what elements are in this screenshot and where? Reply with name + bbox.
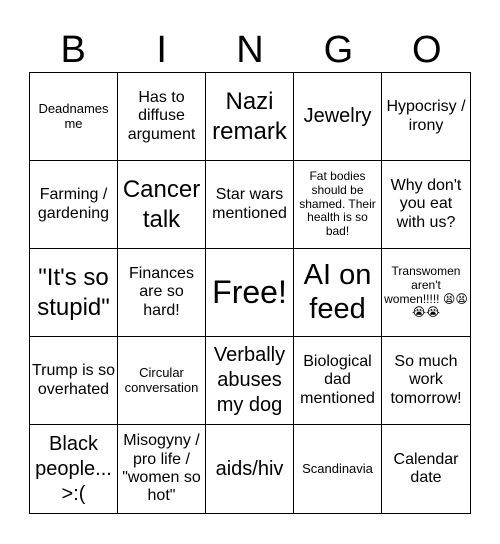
bingo-cell-r4-c2[interactable]: Circular conversation bbox=[118, 337, 206, 425]
bingo-cell-r5-c5[interactable]: Calendar date bbox=[393, 450, 459, 486]
bingo-cell-free[interactable]: Free! bbox=[206, 249, 294, 337]
bingo-cell-r5-c4[interactable]: Scandinavia bbox=[294, 425, 382, 513]
bingo-cell-r4-c3[interactable]: Verbally abuses my dog bbox=[206, 337, 294, 425]
bingo-cell-r2-c1[interactable]: Farming / gardening bbox=[30, 161, 118, 249]
bingo-cell-r1-c3[interactable]: Nazi remark bbox=[206, 73, 294, 161]
bingo-cell-r3-c2[interactable]: Finances are so hard! bbox=[118, 249, 206, 337]
header-letter-i: I bbox=[156, 29, 167, 71]
bingo-cell-r2-c2[interactable]: Cancer talk bbox=[118, 161, 206, 249]
bingo-cell-r1-c1[interactable]: Deadnames me bbox=[30, 73, 118, 161]
bingo-cell-r4-c1[interactable]: Trump is so overhated bbox=[30, 337, 118, 425]
header-letter-n: N bbox=[236, 29, 264, 71]
bingo-cell-r3-c5[interactable]: Transwomen aren't women!!!!! 😫😫😭😭 bbox=[382, 249, 470, 337]
bingo-cell-r2-c3[interactable]: Star wars mentioned bbox=[206, 161, 294, 249]
header-letter-o: O bbox=[412, 29, 442, 71]
header-letter-b: B bbox=[60, 29, 86, 71]
bingo-cell-r5-c2[interactable]: Misogyny / pro life / "women so hot" bbox=[118, 425, 206, 513]
bingo-cell-r2-c5[interactable]: Why don't you eat with us? bbox=[382, 161, 470, 249]
bingo-grid bbox=[29, 72, 471, 514]
bingo-cell-r4-c5[interactable]: So much work tomorrow! bbox=[382, 337, 470, 425]
header-letter-g: G bbox=[323, 29, 354, 71]
bingo-cell-r1-c2[interactable]: Has to diffuse argument bbox=[118, 73, 206, 161]
bingo-cell-r3-c4[interactable]: AI on feed bbox=[294, 249, 382, 337]
bingo-cell-r1-c4[interactable]: Jewelry bbox=[294, 73, 382, 161]
bingo-cell-r4-c4[interactable]: Biological dad mentioned bbox=[294, 337, 382, 425]
bingo-cell-r2-c4[interactable]: Fat bodies should be shamed. Their health is so bad! bbox=[294, 161, 382, 249]
bingo-cell-r1-c5[interactable]: Hypocrisy / irony bbox=[382, 73, 470, 161]
bingo-cell-r3-c1[interactable]: "It's so stupid" bbox=[30, 249, 118, 337]
bingo-cell-r5-c3[interactable]: aids/hiv bbox=[206, 425, 294, 513]
bingo-header bbox=[29, 28, 471, 72]
bingo-cell-r5-c1[interactable]: Black people... >:( bbox=[30, 425, 118, 513]
